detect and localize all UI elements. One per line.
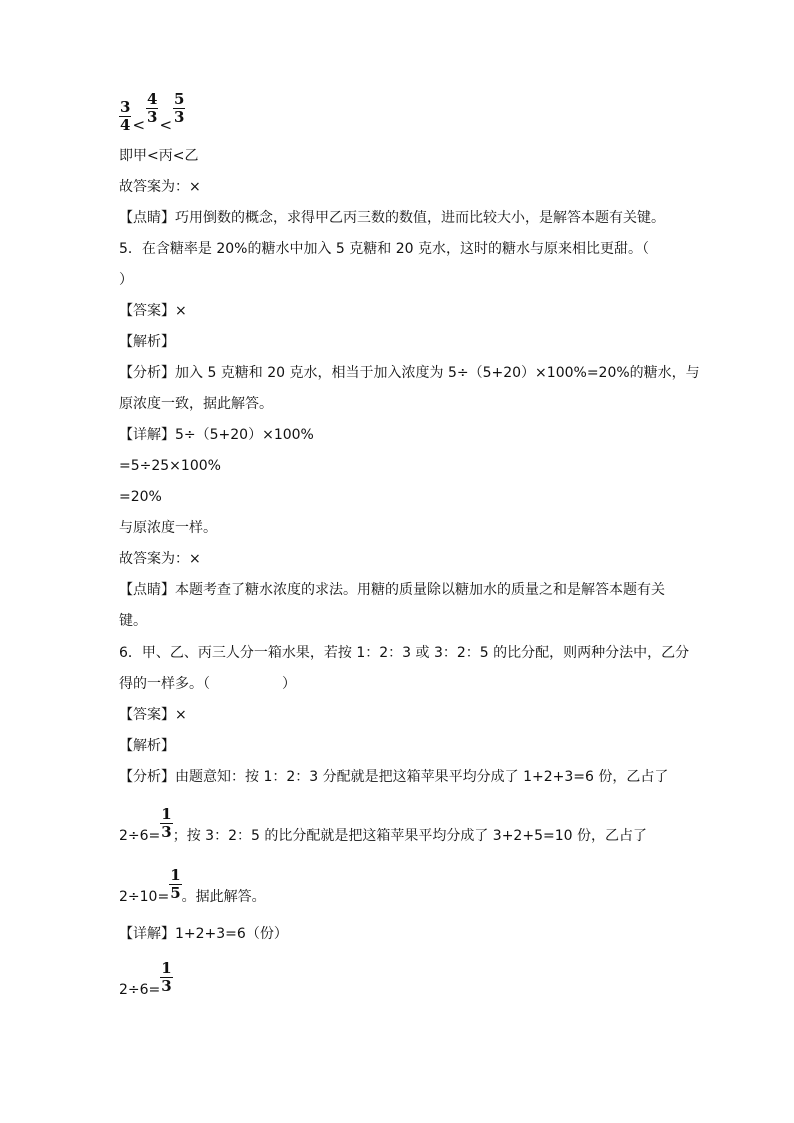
text-line: 与原浓度一样。	[119, 520, 217, 536]
analysis-label: 【解析】	[119, 738, 175, 754]
fraction-one-third: $\frac{1}{3}$	[161, 805, 172, 841]
fraction-comparison-line	[119, 90, 185, 134]
less-than-sign: <	[159, 115, 173, 134]
analysis-label: 【解析】	[119, 334, 175, 350]
fraction-five-thirds: $\frac{5}{3}$	[174, 90, 185, 126]
fraction-one-fifth: $\frac{1}{5}$	[170, 866, 181, 902]
text-line: 故答案为：×	[119, 551, 201, 567]
question-6-cont: 得的一样多。（ ）	[119, 676, 296, 692]
less-than-sign: <	[132, 115, 146, 134]
text-line: ）	[119, 272, 133, 288]
answer-label: 【答案】×	[119, 707, 187, 723]
text-line: 【分析】加入 5 克糖和 20 克水，相当于加入浓度为 5÷（5+20）×100%=20%的糖水，与	[119, 365, 700, 381]
fraction-four-thirds: $\frac{4}{3}$	[147, 90, 158, 126]
text-line: 【详解】1+2+3=6（份）	[119, 926, 288, 942]
text-line: 【详解】5÷（5+20）×100%	[119, 427, 314, 443]
text-line-with-fraction: 2÷6= $\frac{1}{3}$ ；按 3：2：5 的比分配就是把这箱苹果平均分成了 3+2+5=10 份，乙占了	[119, 805, 647, 844]
text-line: 键。	[119, 613, 147, 629]
text-line: 【点睛】本题考查了糖水浓度的求法。用糖的质量除以糖加水的质量之和是解答本题有关	[119, 582, 665, 598]
question-6: 6．甲、乙、丙三人分一箱水果，若按 1：2：3 或 3：2：5 的比分配，则两种分法中，乙分	[119, 645, 690, 661]
text-line-with-fraction: 2÷10= $\frac{1}{5}$ 。据此解答。	[119, 866, 266, 905]
fraction-three-quarters: $\frac{3}{4}$	[120, 98, 131, 134]
text-line-with-fraction: 2÷6= $\frac{1}{3}$	[119, 959, 172, 998]
text-line: =5÷25×100%	[119, 458, 221, 474]
text-line: 故答案为：×	[119, 179, 201, 195]
text-line: 原浓度一致，据此解答。	[119, 396, 273, 412]
text-line: =20%	[119, 489, 162, 505]
text-line: 【分析】由题意知：按 1：2：3 分配就是把这箱苹果平均分成了 1+2+3=6 份，乙占了	[119, 769, 669, 785]
question-5: 5．在含糖率是 20%的糖水中加入 5 克糖和 20 克水，这时的糖水与原来相比更甜。（	[119, 241, 649, 257]
fraction-one-third: $\frac{1}{3}$	[161, 959, 172, 995]
text-line: 即甲<丙<乙	[119, 148, 199, 164]
text-line: 【点睛】巧用倒数的概念，求得甲乙丙三数的数值，进而比较大小，是解答本题有关键。	[119, 210, 665, 226]
answer-label: 【答案】×	[119, 303, 187, 319]
